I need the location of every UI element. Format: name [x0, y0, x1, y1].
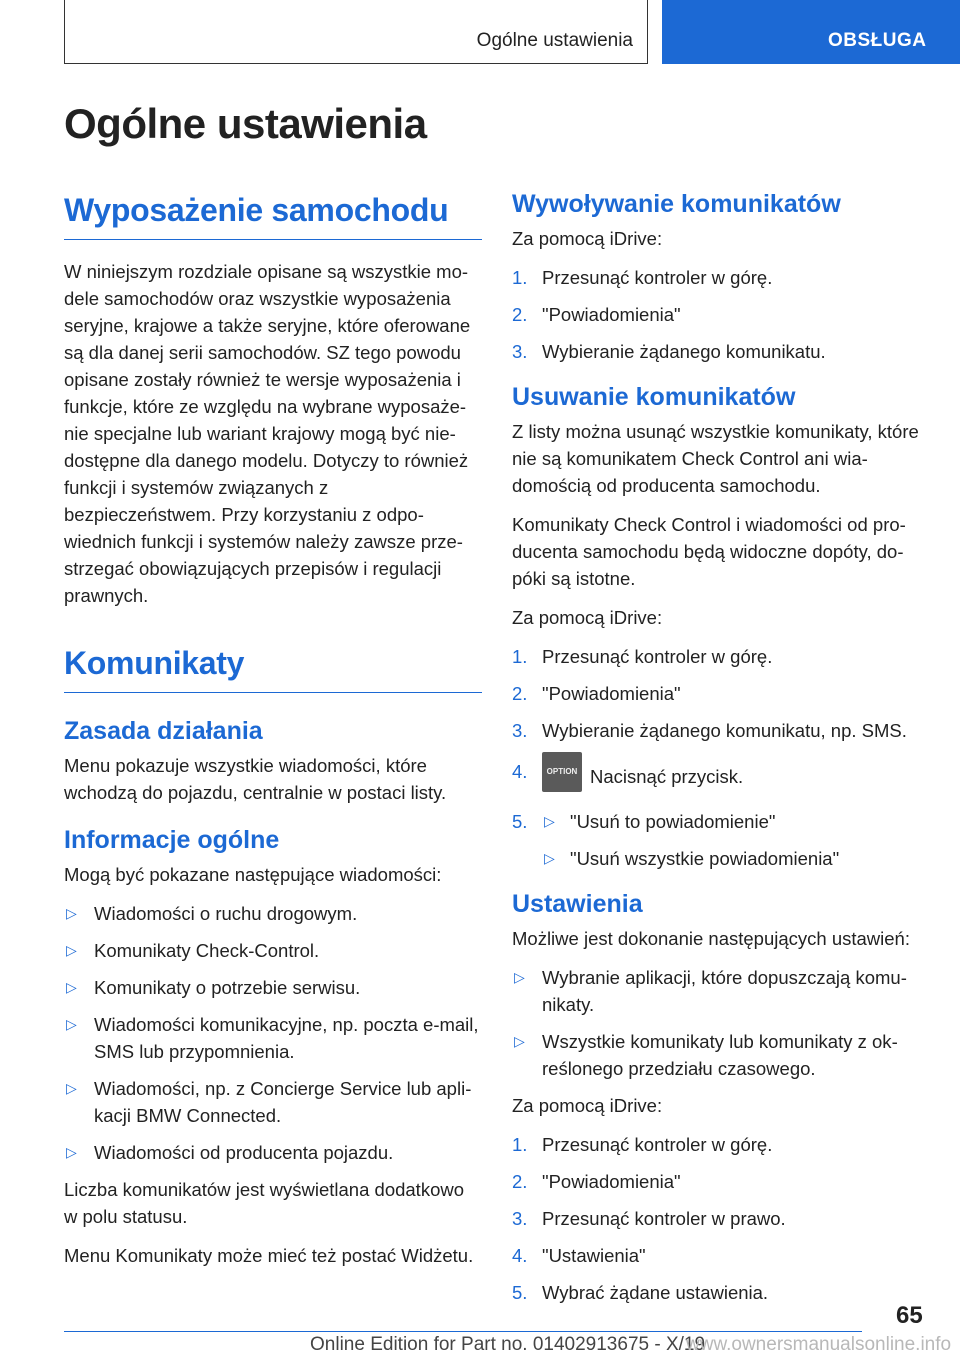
triangle-bullet-icon: ▷ [66, 942, 77, 958]
list-item: ▷ Wiadomości, np. z Concierge Service lub aplikacji BMW Connected. [64, 1075, 482, 1129]
left-column [64, 192, 482, 1281]
wywolywanie-steps [512, 264, 928, 365]
subsection-title-zasada: Zasada działania [64, 717, 263, 745]
triangle-bullet-icon: ▷ [66, 905, 77, 921]
list-item: 2. "Powiadomienia" [512, 1171, 681, 1192]
subsection-title-wywolywanie: Wywoływanie komunikatów [512, 190, 841, 218]
triangle-bullet-icon: ▷ [544, 813, 555, 829]
list-item: 5. ▷ "Usuń to powiadomienie" ▷ "Usuń wszystkie powiadomienia" [512, 808, 928, 872]
list-item: ▷ Wiadomości o ruchu drogowym. [64, 900, 482, 927]
triangle-bullet-icon: ▷ [514, 969, 525, 985]
header-chapter-label: OBSŁUGA [828, 30, 927, 51]
list-item: 1. Przesunąć kontroler w górę. [512, 1134, 773, 1155]
header-section-title: Ogólne ustawienia [476, 30, 633, 51]
list-item: ▷ Wiadomości komunikacyjne, np. poczta e-mail, SMS lub przypomnienia. [64, 1011, 482, 1065]
footer-watermark: www.ownersmanualsonline.info [686, 1334, 952, 1355]
list-item: 2. "Powiadomienia" [512, 304, 681, 325]
usuwanie-text1: Z listy można usunąć wszystkie komunikaty, które nie są komunikatem Check Control ani wiadomością od producenta samochodu. [512, 421, 919, 496]
list-item: ▷ Wybranie aplikacji, które dopuszczają komunikaty. [512, 964, 928, 1018]
list-item: 5. Wybrać żądane ustawienia. [512, 1282, 769, 1303]
usuwanie-steps [512, 643, 928, 872]
wywolywanie-intro: Za pomocą iDrive: [512, 228, 663, 249]
header-chapter-tab [662, 0, 960, 64]
list-item: 3. Wybieranie żądanego komunikatu. [512, 341, 826, 362]
subsection-title-ustawienia: Ustawienia [512, 890, 643, 918]
triangle-bullet-icon: ▷ [66, 1080, 77, 1096]
footer-edition: Online Edition for Part no. 01402913675 - X/19 [310, 1334, 706, 1355]
option-button-icon: OPTION [542, 752, 582, 792]
ustawienia-list [512, 964, 928, 1082]
list-item: ▷ Komunikaty Check-Control. [64, 937, 482, 964]
subsection-title-usuwanie: Usuwanie komunikatów [512, 383, 796, 411]
triangle-bullet-icon: ▷ [544, 850, 555, 866]
section-title-komunikaty: Komunikaty [64, 645, 482, 693]
list-item: 2. "Powiadomienia" [512, 683, 681, 704]
list-item: 1. Przesunąć kontroler w górę. [512, 646, 773, 667]
triangle-bullet-icon: ▷ [66, 979, 77, 995]
sub-list-item: ▷ "Usuń to powiadomienie" [542, 808, 928, 835]
info-list [64, 900, 482, 1166]
page-title: Ogólne ustawienia [64, 100, 427, 147]
triangle-bullet-icon: ▷ [66, 1144, 77, 1160]
list-item: 3. Przesunąć kontroler w prawo. [512, 1208, 786, 1229]
sub-list-item: ▷ "Usuń wszystkie powiadomienia" [542, 845, 928, 872]
zasada-text: Menu pokazuje wszystkie wiadomości, które wchodzą do pojazdu, centralnie w postaci listy. [64, 755, 447, 803]
wyposazenie-text: W niniejszym rozdziale opisane są wszystkie modele samochodów oraz wszystkie wyposażenia seryjne, krajowe a także seryjne, które oferowane są dla danej serii samochodów. SZ tego powodu opisane zostały również te wersje wyposażenia i funkcje, które ze względu na wybrane wyposażenie specjalne lub wariant krajowy mogą być niedostępne dla danego modelu. Dotyczy to również funkcji i systemów związanych z bezpieczeństwem. Przy korzystaniu z odpowiednich funkcji i systemów należy zawsze przestrzegać obowiązujących przepisów i regulacji prawnych. [64, 261, 471, 606]
ustawienia-intro2: Za pomocą iDrive: [512, 1095, 663, 1116]
list-item: ▷ Komunikaty o potrzebie serwisu. [64, 974, 482, 1001]
list-item: 3. Wybieranie żądanego komunikatu, np. SMS. [512, 720, 907, 741]
page-number: 65 [896, 1302, 923, 1329]
triangle-bullet-icon: ▷ [66, 1016, 77, 1032]
triangle-bullet-icon: ▷ [514, 1033, 525, 1049]
ustawienia-steps [512, 1131, 928, 1306]
list-item: ▷ Wiadomości od producenta pojazdu. [64, 1139, 482, 1166]
usuwanie-text2: Komunikaty Check Control i wiadomości od producenta samochodu będą widoczne dopóty, dopóki są istotne. [512, 514, 906, 589]
list-item: 4. "Ustawienia" [512, 1245, 646, 1266]
info-text-status: Liczba komunikatów jest wyświetlana dodatkowo w polu statusu. [64, 1179, 465, 1227]
list-item: ▷ Wszystkie komunikaty lub komunikaty z określonego przedziału czasowego. [512, 1028, 928, 1082]
footer-divider [64, 1331, 862, 1332]
info-text-widget: Menu Komunikaty może mieć też postać Widżetu. [64, 1245, 474, 1266]
usuwanie-intro: Za pomocą iDrive: [512, 607, 663, 628]
info-intro: Mogą być pokazane następujące wiadomości: [64, 864, 442, 885]
list-item: 1. Przesunąć kontroler w górę. [512, 267, 773, 288]
right-column [512, 190, 928, 1316]
list-item: 4. OPTION Nacisnąć przycisk. [512, 758, 928, 798]
subsection-title-informacje: Informacje ogólne [64, 826, 280, 854]
ustawienia-intro: Możliwe jest dokonanie następujących ustawień: [512, 928, 910, 949]
section-title-wyposazenie: Wyposażenie samochodu [64, 192, 482, 240]
header-section-box [64, 0, 648, 64]
